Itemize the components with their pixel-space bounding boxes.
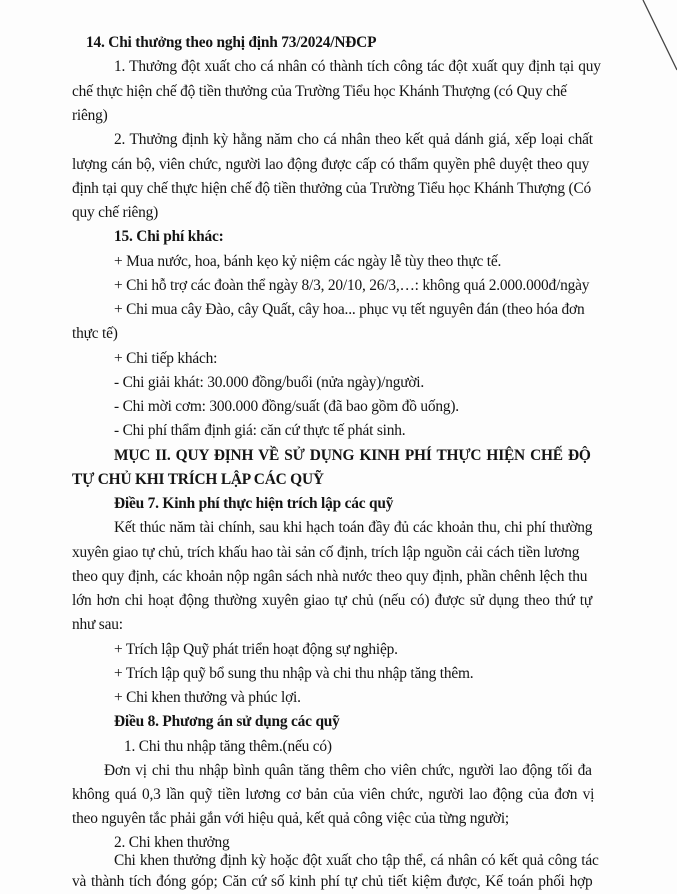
dieu-7-item: + Chi khen thưởng và phúc lợi. (114, 689, 301, 706)
section-14-para2-line4: quy chế riêng) (72, 204, 159, 221)
dieu-7-item: + Trích lập quỹ bổ sung thu nhập và chi thu nhập tăng thêm. (114, 665, 474, 682)
dieu-8-s2-para-line1: Chi khen thưởng định kỳ hoặc đột xuất cho tập thể, cá nhân có kết quả công tác (114, 852, 599, 869)
section-14-para1-line3: riêng) (72, 107, 108, 124)
section-15-subitem: - Chi mời cơm: 300.000 đồng/suất (đã bao gồm đồ uống). (114, 398, 459, 415)
section-15-item: + Chi hỗ trợ các đoàn thể ngày 8/3, 20/10, 26/3,…: không quá 2.000.000đ/ngày (114, 277, 590, 294)
dieu-8-subsection-2: 2. Chi khen thưởng (114, 834, 230, 851)
muc-2-heading-line2: TỰ CHỦ KHI TRÍCH LẬP CÁC QUỸ (72, 471, 324, 488)
section-14-para1-line2: chế thực hiện chế độ tiền thưởng của Trường Tiểu học Khánh Thượng (có Quy chế (72, 83, 567, 100)
section-14-para2-line3: định tại quy chế thực hiện chế độ tiền thưởng của Trường Tiểu học Khánh Thượng (Có (72, 180, 592, 197)
dieu-7-para-line2: xuyên giao tự chủ, trích khấu hao tài sản cố định, trích lập nguồn cải cách tiền lương (72, 544, 580, 561)
dieu-7-heading: Điều 7. Kinh phí thực hiện trích lập các quỹ (114, 495, 394, 512)
section-15-item: + Chi mua cây Đào, cây Quất, cây hoa... phục vụ tết nguyên đán (theo hóa đơn (114, 301, 585, 318)
section-15-subitem: - Chi giải khát: 30.000 đồng/buổi (nửa ngày)/người. (114, 374, 424, 391)
section-14-heading: 14. Chi thưởng theo nghị định 73/2024/NĐCP (86, 34, 377, 51)
section-14-para2-line2: lượng cán bộ, viên chức, người lao động được cấp có thẩm quyền phê duyệt theo quy (72, 156, 590, 173)
section-14-para1-line1: 1. Thưởng đột xuất cho cá nhân có thành tích công tác đột xuất quy định tại quy (114, 58, 601, 75)
muc-2-heading-line1: MỤC II. QUY ĐỊNH VỀ SỬ DỤNG KINH PHÍ THỰC HIỆN CHẾ ĐỘ (114, 447, 591, 464)
section-14-para2-line1: 2. Thưởng định kỳ hằng năm cho cá nhân theo kết quả dánh giá, xếp loại chất (114, 131, 593, 148)
dieu-7-para-line4: lớn hơn chi hoạt động thường xuyên giao tự chủ (nếu có) được sử dụng theo thứ tự (72, 592, 592, 609)
dieu-8-subsection-1: 1. Chi thu nhập tăng thêm.(nếu có) (124, 738, 332, 755)
dieu-8-s1-para-line2: không quá 0,3 lần quỹ tiền lương cơ bản của viên chức, người lao động của đơn vị (72, 786, 595, 803)
dieu-8-s2-para-line2: và thành tích đóng góp; Căn cứ số kinh phí tự chủ tiết kiệm được, Kế toán phối hợp (72, 873, 593, 890)
section-15-item-cont: thực tế) (72, 325, 118, 342)
section-15-subitem: - Chi phí thẩm định giá: căn cứ thực tế phát sinh. (114, 422, 406, 439)
section-15-heading: 15. Chi phí khác: (114, 228, 224, 245)
dieu-8-heading: Điều 8. Phương án sử dụng các quỹ (114, 713, 340, 730)
section-15-item: + Mua nước, hoa, bánh kẹo kỷ niệm các ngày lễ tùy theo thực tế. (114, 253, 502, 270)
dieu-7-para-line1: Kết thúc năm tài chính, sau khi hạch toán đầy đủ các khoản thu, chi phí thường (114, 519, 593, 536)
dieu-7-item: + Trích lập Quỹ phát triển hoạt động sự nghiệp. (114, 641, 398, 658)
dieu-7-para-line5: như sau: (72, 616, 123, 633)
section-15-item: + Chi tiếp khách: (114, 350, 218, 367)
dieu-8-s1-para-line3: theo nguyên tắc phải gắn với hiệu quả, kết quả công việc của từng người; (72, 810, 509, 827)
dieu-8-s1-para-line1: Đơn vị chi thu nhập bình quân tăng thêm cho viên chức, người lao động tối đa (104, 762, 592, 779)
dieu-7-para-line3: theo quy định, các khoản nộp ngân sách nhà nước theo quy định, phần chênh lệch thu (72, 568, 588, 585)
page-fold-edge (637, 0, 677, 120)
